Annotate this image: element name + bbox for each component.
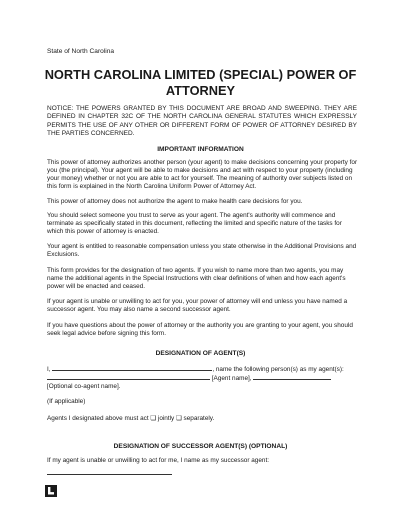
notice-paragraph: NOTICE: THE POWERS GRANTED BY THIS DOCUMENT ARE BROAD AND SWEEPING. THEY ARE DEFINED IN CHAPTER 32C OF THE NORTH CAROLINA GENERAL STATUTES WHICH EXPRESSLY PERMITS THE USE OF ANY OTHER OR DIFFERENT FORM OF POWER OF ATTORNEY DESIRED BY THE PARTIES CONCERNED.	[47, 105, 357, 138]
state-label: State of North Carolina	[47, 48, 115, 55]
designation-line-4: (If applicable)	[47, 398, 86, 405]
important-information-heading: IMPORTANT INFORMATION	[157, 146, 244, 153]
important-paragraph-3: You should select someone you trust to serve as your agent. The agent's authority will commence and terminate as specifically stated in this document, reflecting the limited and specific nature of the tasks for which this power of attorney is enacted.	[47, 212, 342, 236]
principal-name-field[interactable]	[52, 364, 212, 371]
jointly-checkbox[interactable]: ❏ jointly	[150, 415, 175, 422]
designation-line-5: Agents I designated above must act ❏ jointly ❏ separately.	[47, 415, 215, 422]
designation-line-3	[47, 381, 359, 391]
document-logo-icon	[44, 484, 58, 498]
agent-name-field[interactable]	[47, 373, 210, 380]
important-paragraph-6: If your agent is unable or unwilling to act for you, your power of attorney will end unless you have named a successor agent. You may also name a second successor agent.	[47, 298, 348, 314]
important-paragraph-4: Your agent is entitled to reasonable compensation unless you state otherwise in the Additional Provisions and Exclusions.	[47, 243, 357, 259]
successor-agent-field[interactable]	[47, 468, 172, 475]
title-line-1: NORTH CAROLINA LIMITED (SPECIAL) POWER OF	[44, 67, 357, 82]
document-title	[30, 67, 371, 99]
co-agent-label[interactable]: [Optional co-agent name].	[47, 383, 121, 390]
title-line-2: ATTORNEY	[165, 83, 236, 98]
important-paragraph-2: This power of attorney does not authorize the agent to make health care decisions for you.	[47, 198, 303, 205]
separately-checkbox[interactable]: ❏ separately.	[176, 415, 215, 422]
important-paragraph-5: This form provides for the designation of two agents. If you wish to name more than two agents, you may name the additional agents in the Special Instructions with clear definitions of when and how each agent's power will be enacted and ceased.	[47, 267, 346, 291]
important-paragraph-7: If you have questions about the power of attorney or the authority you are granting to your agent, you should seek legal advice before signing this form.	[47, 322, 353, 338]
designation-heading: DESIGNATION OF AGENT(S)	[155, 350, 246, 357]
important-paragraph-1: This power of attorney authorizes another person (your agent) to make decisions concerning your property for you (the principal). Your agent will be able to make decisions and act with respect to your property (including your money) whether or not you are able to act for yourself. The meaning of authority over subjects listed on this form is explained in the North Carolina Uniform Power of Attorney Act.	[47, 159, 358, 191]
successor-heading: DESIGNATION OF SUCCESSOR AGENT(S) (OPTIONAL)	[113, 443, 288, 450]
agent-extra-field[interactable]	[253, 373, 331, 380]
designation-line-1: I, , name the following person(s) as my agent(s):	[47, 366, 344, 373]
successor-line-1: If my agent is unable or unwilling to act for me, I name as my successor agent:	[47, 457, 269, 464]
designation-line-2: [Agent name],	[47, 373, 359, 383]
successor-line-2	[47, 468, 359, 478]
